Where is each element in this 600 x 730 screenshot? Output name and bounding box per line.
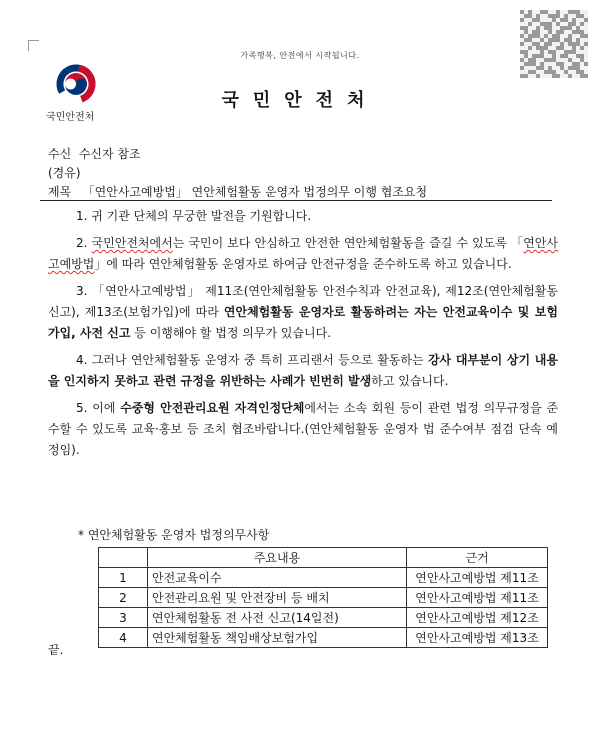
row-item: 연안체험활동 책임배상보험가입 (148, 628, 407, 648)
recipient-value: 수신자 참조 (78, 147, 141, 161)
subject-line (48, 183, 427, 200)
end-mark: 끝. (48, 643, 64, 657)
row-no: 1 (99, 568, 148, 588)
table-row (99, 568, 548, 588)
table-row (99, 608, 548, 628)
row-basis: 연안사고예방법 제13조 (407, 628, 548, 648)
document-body (48, 206, 558, 467)
row-item: 연안체험활동 전 사전 신고(14일전) (148, 608, 407, 628)
table-note: * 연안체험활동 운영자 법정의무사항 (78, 528, 270, 542)
table-header-row (99, 548, 548, 568)
row-no: 4 (99, 628, 148, 648)
header-item: 주요내용 (148, 548, 407, 568)
emphasis-text: 연안체험활동 운영자로 활동하려는 자는 안전교육이수 및 보험가입, 사전 신고 (48, 305, 558, 340)
table-row (99, 628, 548, 648)
legal-duties-table (98, 547, 548, 648)
header-basis: 근거 (407, 548, 548, 568)
recipient-label: 수신 (48, 147, 72, 161)
recipient-line (48, 145, 141, 162)
emphasis-text: 수중형 안전관리요원 자격인정단체 (120, 401, 305, 415)
table-row (99, 588, 548, 608)
emphasis-text: 강사 대부분이 상기 내용을 인지하지 못하고 관련 규정을 위반하는 사례가 빈번히 발생 (48, 353, 558, 388)
row-item: 안전관리요원 및 안전장비 등 배치 (148, 588, 407, 608)
qr-code-icon (520, 10, 588, 78)
row-no: 2 (99, 588, 148, 608)
org-name: 국민안전처 (46, 112, 95, 123)
paragraph-4: 4. 그러나 연안체험활동 운영자 중 특히 프리랜서 등으로 활동하는 강사 대부분이 상기 내용을 인지하지 못하고 관련 규정을 위반하는 사례가 빈번히 발생하고 있습니다. (48, 353, 558, 388)
slogan: 가족행복, 안전에서 시작됩니다. (240, 51, 360, 60)
row-item: 안전교육이수 (148, 568, 407, 588)
subject-divider (40, 200, 552, 201)
paragraph-1: 1. 귀 기관 단체의 무궁한 발전을 기원합니다. (76, 209, 312, 223)
subject-label: 제목 (48, 185, 72, 199)
row-basis: 연안사고예방법 제12조 (407, 608, 548, 628)
via-line: (경유) (48, 166, 81, 180)
spellcheck-word: 연안사고예방법 (48, 236, 558, 271)
agency-title: 국민안전처 (221, 90, 379, 111)
paragraph-3: 3. 「연안사고예방법」 제11조(연안체험활동 안전수칙과 안전교육), 제12조(연안체험활동신고), 제13조(보험가입)에 따라 연안체험활동 운영자로 활동하려는 자는 안전교육이수 및 보험가입, 사전 신고 등 이행해야 할 법정 의무가 있습니다. (48, 284, 558, 340)
spellcheck-word: 국민안전처에서 (91, 236, 173, 250)
paragraph-5: 5. 이에 수중형 안전관리요원 자격인정단체에서는 소속 회원 등이 관련 법정 의무규정을 준수할 수 있도록 교육·홍보 등 조치 협조바랍니다.(연안체험활동 운영자 법 준수여부 점검 단속 예정임). (48, 401, 558, 457)
header-no (99, 548, 148, 568)
row-basis: 연안사고예방법 제11조 (407, 588, 548, 608)
row-basis: 연안사고예방법 제11조 (407, 568, 548, 588)
paragraph-2: 2. 국민안전처에서는 국민이 보다 안심하고 안전한 연안체험활동을 즐길 수 있도록 「연안사고예방법」에 따라 연안체험활동 운영자로 하여금 안전규정을 준수하도록 하고 있습니다. (48, 236, 558, 271)
subject-value: 「연안사고예방법」 연안체험활동 운영자 법정의무 이행 협조요청 (82, 185, 428, 199)
row-no: 3 (99, 608, 148, 628)
